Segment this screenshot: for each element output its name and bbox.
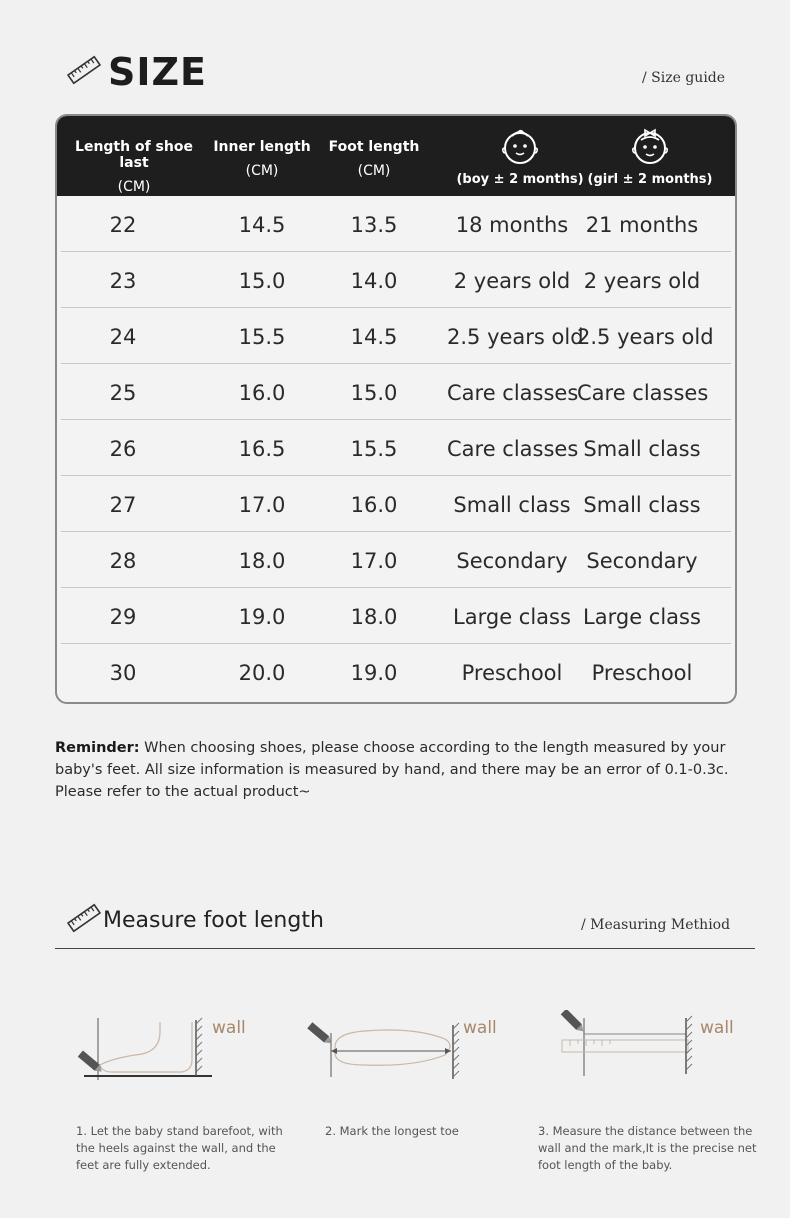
header-inner-length [207, 139, 317, 179]
size-guide-subtitle: / Size guide [642, 70, 726, 86]
cell-girl-age: 2 years old [583, 269, 701, 293]
reminder-body: When choosing shoes, please choose according to the length measured by your baby's feet. All size information is measured by hand, and there may be an error of 0.1-0.3c. Please refer to the actual product~ [55, 740, 729, 800]
cell-shoe-last: 30 [109, 661, 137, 685]
header-foot-length [319, 139, 429, 179]
step-3-text: 3. Measure the distance between the wall and the mark,It is the precise net foot length of the baby. [538, 1124, 757, 1172]
measure-title: Measure foot length [103, 908, 324, 933]
step-1-text: 1. Let the baby stand barefoot, with the heels against the wall, and the feet are fully extended. [76, 1124, 283, 1172]
cell-boy-age: 2 years old [453, 269, 571, 293]
ruler-icon [66, 54, 102, 86]
table-row [57, 476, 735, 532]
cell-boy-age: Preschool [461, 661, 563, 685]
ruler-icon [66, 902, 102, 934]
cell-shoe-last: 28 [109, 549, 137, 573]
cell-shoe-last: 27 [109, 493, 137, 517]
cell-shoe-last: 25 [109, 381, 137, 405]
table-row [57, 420, 735, 476]
cell-boy-age: 18 months [455, 213, 569, 237]
cell-inner-length: 17.0 [238, 493, 286, 517]
cell-boy-age: Care classes [447, 381, 579, 405]
cell-inner-length: 14.5 [238, 213, 286, 237]
cell-shoe-last: 26 [109, 437, 137, 461]
cell-inner-length: 19.0 [238, 605, 286, 629]
table-row [57, 532, 735, 588]
header-unit: (CM) [357, 163, 391, 179]
size-table [55, 114, 737, 704]
cell-boy-age: Small class [453, 493, 571, 517]
girl-face-icon [628, 124, 672, 168]
table-header [57, 116, 735, 196]
header-boy-age: (boy ± 2 months) [456, 172, 584, 187]
reminder-text [55, 737, 755, 803]
cell-inner-length: 20.0 [238, 661, 286, 685]
header-label: Length of shoe last [75, 139, 193, 171]
cell-shoe-last: 29 [109, 605, 137, 629]
cell-boy-age: 2.5 years old [447, 325, 584, 349]
header-shoe-last [63, 139, 205, 195]
table-row [57, 644, 735, 700]
cell-boy-age: Secondary [456, 549, 568, 573]
table-row [57, 588, 735, 644]
step-2-text: 2. Mark the longest toe [325, 1124, 459, 1138]
table-row [57, 252, 735, 308]
cell-shoe-last: 23 [109, 269, 137, 293]
cell-inner-length: 15.5 [238, 325, 286, 349]
table-row [57, 364, 735, 420]
reminder-label: Reminder: [55, 740, 140, 756]
cell-shoe-last: 24 [109, 325, 137, 349]
wall-label: wall [463, 1018, 497, 1038]
cell-foot-length: 15.5 [350, 437, 398, 461]
cell-foot-length: 17.0 [350, 549, 398, 573]
header-label: Inner length [213, 139, 311, 155]
cell-girl-age: Secondary [586, 549, 698, 573]
header-label: Foot length [328, 139, 420, 155]
cell-girl-age: Preschool [591, 661, 693, 685]
divider [55, 948, 755, 949]
cell-girl-age: Small class [583, 493, 701, 517]
cell-foot-length: 14.5 [350, 325, 398, 349]
measure-subtitle: / Measuring Methiod [581, 917, 731, 933]
cell-girl-age: 21 months [585, 213, 699, 237]
header-unit: (CM) [117, 179, 151, 195]
cell-boy-age: Care classes [447, 437, 579, 461]
cell-foot-length: 16.0 [350, 493, 398, 517]
header-girl-age: (girl ± 2 months) [587, 172, 713, 187]
cell-girl-age: 2.5 years old [577, 325, 714, 349]
page-title: SIZE [108, 50, 208, 94]
cell-girl-age: Small class [583, 437, 701, 461]
cell-girl-age: Large class [583, 605, 701, 629]
cell-inner-length: 16.0 [238, 381, 286, 405]
step3-illustration [556, 1010, 701, 1080]
boy-face-icon [498, 124, 542, 168]
cell-inner-length: 16.5 [238, 437, 286, 461]
cell-shoe-last: 22 [109, 213, 137, 237]
table-row [57, 308, 735, 364]
wall-label: wall [212, 1018, 246, 1038]
cell-inner-length: 15.0 [238, 269, 286, 293]
cell-boy-age: Large class [453, 605, 571, 629]
cell-foot-length: 18.0 [350, 605, 398, 629]
cell-foot-length: 13.5 [350, 213, 398, 237]
header-unit: (CM) [245, 163, 279, 179]
table-row [57, 196, 735, 252]
cell-foot-length: 19.0 [350, 661, 398, 685]
cell-foot-length: 15.0 [350, 381, 398, 405]
cell-girl-age: Care classes [577, 381, 709, 405]
cell-foot-length: 14.0 [350, 269, 398, 293]
cell-inner-length: 18.0 [238, 549, 286, 573]
step2-illustration [305, 1015, 465, 1085]
wall-label: wall [700, 1018, 734, 1038]
